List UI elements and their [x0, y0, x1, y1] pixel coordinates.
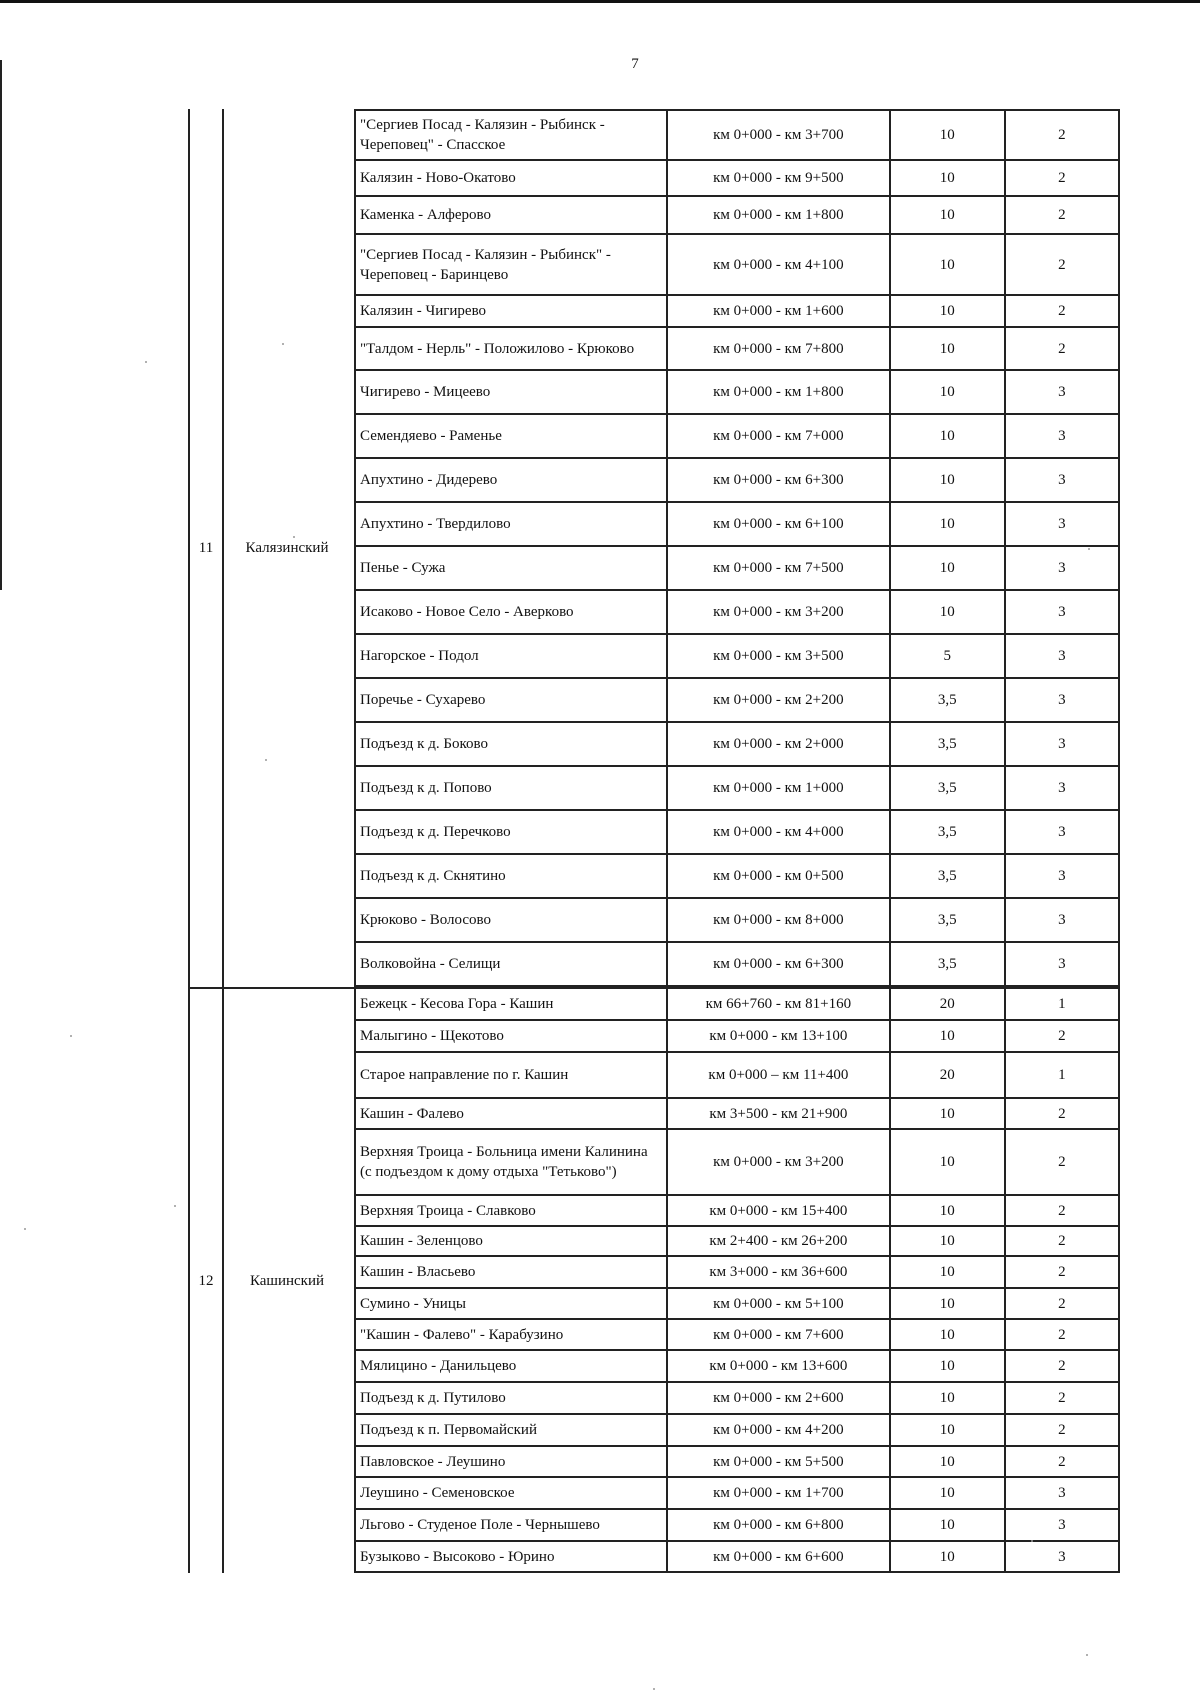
- table-row: [354, 1447, 1120, 1478]
- width-cell: 20: [889, 1053, 1004, 1097]
- roads-table: [188, 109, 1120, 1573]
- road-name-cell: Подъезд к д. Попово: [354, 767, 666, 809]
- category-cell: 3: [1004, 415, 1120, 457]
- district-name: Кашинский: [249, 1272, 325, 1289]
- width-cell: 10: [889, 197, 1004, 233]
- width-cell: 10: [889, 1447, 1004, 1476]
- km-range-cell: км 0+000 - км 1+800: [666, 197, 888, 233]
- category-cell: 2: [1004, 111, 1120, 159]
- table-row: [354, 1351, 1120, 1383]
- width-cell: 3,5: [889, 943, 1004, 985]
- table-row: [354, 503, 1120, 547]
- category-cell: 1: [1004, 989, 1120, 1019]
- category-cell: 3: [1004, 591, 1120, 633]
- table-row: [354, 989, 1120, 1021]
- km-range-cell: км 0+000 - км 7+800: [666, 328, 888, 369]
- road-name-cell: Кашин - Зеленцово: [354, 1227, 666, 1255]
- category-cell: 2: [1004, 1447, 1120, 1476]
- km-range-cell: км 0+000 - км 6+800: [666, 1510, 888, 1540]
- road-name-cell: Волковойна - Селищи: [354, 943, 666, 985]
- width-cell: 10: [889, 371, 1004, 413]
- width-cell: 10: [889, 1227, 1004, 1255]
- width-cell: 10: [889, 503, 1004, 545]
- width-cell: 3,5: [889, 811, 1004, 853]
- km-range-cell: км 0+000 - км 15+400: [666, 1196, 888, 1225]
- width-cell: 10: [889, 296, 1004, 326]
- road-name-cell: Бежецк - Кесова Гора - Кашин: [354, 989, 666, 1019]
- width-cell: 10: [889, 1510, 1004, 1540]
- road-name-cell: Подъезд к д. Перечково: [354, 811, 666, 853]
- km-range-cell: км 0+000 - км 1+700: [666, 1478, 888, 1508]
- table-row: [354, 811, 1120, 855]
- width-cell: 10: [889, 1257, 1004, 1287]
- table-row: [354, 415, 1120, 459]
- table-row: [354, 1510, 1120, 1542]
- km-range-cell: км 0+000 - км 8+000: [666, 899, 888, 941]
- km-range-cell: км 0+000 - км 7+000: [666, 415, 888, 457]
- table-row: [354, 943, 1120, 987]
- width-cell: 20: [889, 989, 1004, 1019]
- width-cell: 3,5: [889, 855, 1004, 897]
- table-row: [354, 111, 1120, 161]
- width-cell: 10: [889, 161, 1004, 195]
- km-range-cell: км 0+000 - км 4+200: [666, 1415, 888, 1445]
- category-cell: 3: [1004, 547, 1120, 589]
- category-cell: 2: [1004, 1415, 1120, 1445]
- road-name-cell: Леушино - Семеновское: [354, 1478, 666, 1508]
- table-row: [354, 296, 1120, 328]
- road-name-cell: Бузыково - Высоково - Юрино: [354, 1542, 666, 1571]
- category-cell: 3: [1004, 855, 1120, 897]
- table-row: [354, 1196, 1120, 1227]
- road-name-cell: Верхняя Троица - Больница имени Калинина (с подъездом к дому отдыха "Тетьково"): [354, 1130, 666, 1194]
- km-range-cell: км 0+000 - км 6+100: [666, 503, 888, 545]
- table-row: [354, 1320, 1120, 1351]
- category-cell: 2: [1004, 1351, 1120, 1381]
- category-cell: 2: [1004, 1130, 1120, 1194]
- width-cell: 10: [889, 1351, 1004, 1381]
- road-name-cell: Апухтино - Дидерево: [354, 459, 666, 501]
- road-name-cell: Чигирево - Мицеево: [354, 371, 666, 413]
- category-cell: 3: [1004, 899, 1120, 941]
- table-row: [354, 1383, 1120, 1415]
- km-range-cell: км 0+000 - км 5+500: [666, 1447, 888, 1476]
- km-range-cell: км 0+000 - км 1+800: [666, 371, 888, 413]
- category-cell: 3: [1004, 679, 1120, 721]
- road-name-cell: Подъезд к д. Боково: [354, 723, 666, 765]
- road-name-cell: "Сергиев Посад - Калязин - Рыбинск" - Череповец - Баринцево: [354, 235, 666, 294]
- km-range-cell: км 0+000 - км 4+000: [666, 811, 888, 853]
- category-cell: 2: [1004, 1227, 1120, 1255]
- table-row: [354, 235, 1120, 296]
- road-name-cell: Льгово - Студеное Поле - Чернышево: [354, 1510, 666, 1540]
- table-row: [354, 1415, 1120, 1447]
- category-cell: 3: [1004, 943, 1120, 985]
- road-name-cell: Калязин - Чигирево: [354, 296, 666, 326]
- km-range-cell: км 0+000 - км 6+600: [666, 1542, 888, 1571]
- width-cell: 10: [889, 1289, 1004, 1318]
- km-range-cell: км 0+000 - км 1+000: [666, 767, 888, 809]
- road-name-cell: "Сергиев Посад - Калязин - Рыбинск - Череповец" - Спасское: [354, 111, 666, 159]
- width-cell: 5: [889, 635, 1004, 677]
- km-range-cell: км 0+000 - км 4+100: [666, 235, 888, 294]
- category-cell: 2: [1004, 1257, 1120, 1287]
- km-range-cell: км 0+000 - км 3+200: [666, 591, 888, 633]
- width-cell: 3,5: [889, 767, 1004, 809]
- width-cell: 10: [889, 547, 1004, 589]
- km-range-cell: км 0+000 – км 11+400: [666, 1053, 888, 1097]
- table-row: [354, 547, 1120, 591]
- km-range-cell: км 3+500 - км 21+900: [666, 1099, 888, 1128]
- road-name-cell: Кашин - Власьево: [354, 1257, 666, 1287]
- width-cell: 3,5: [889, 679, 1004, 721]
- road-name-cell: Старое направление по г. Кашин: [354, 1053, 666, 1097]
- km-range-cell: км 0+000 - км 3+200: [666, 1130, 888, 1194]
- road-name-cell: Исаково - Новое Село - Аверково: [354, 591, 666, 633]
- road-name-cell: Подъезд к п. Первомайский: [354, 1415, 666, 1445]
- table-row: [354, 1053, 1120, 1099]
- category-cell: 2: [1004, 235, 1120, 294]
- road-name-cell: Малыгино - Щекотово: [354, 1021, 666, 1051]
- table-row: [354, 328, 1120, 371]
- category-cell: 3: [1004, 503, 1120, 545]
- km-range-cell: км 0+000 - км 7+500: [666, 547, 888, 589]
- category-cell: 3: [1004, 1542, 1120, 1571]
- table-row: [354, 1227, 1120, 1257]
- km-range-cell: км 0+000 - км 2+200: [666, 679, 888, 721]
- category-cell: 2: [1004, 1383, 1120, 1413]
- road-name-cell: Калязин - Ново-Окатово: [354, 161, 666, 195]
- category-cell: 2: [1004, 1099, 1120, 1128]
- width-cell: 10: [889, 235, 1004, 294]
- table-row: [354, 591, 1120, 635]
- width-cell: 10: [889, 111, 1004, 159]
- category-cell: 2: [1004, 197, 1120, 233]
- km-range-cell: км 0+000 - км 2+600: [666, 1383, 888, 1413]
- width-cell: 10: [889, 415, 1004, 457]
- category-cell: 2: [1004, 161, 1120, 195]
- table-row: [354, 1542, 1120, 1573]
- km-range-cell: км 0+000 - км 3+700: [666, 111, 888, 159]
- km-range-cell: км 0+000 - км 7+600: [666, 1320, 888, 1349]
- width-cell: 10: [889, 1320, 1004, 1349]
- km-range-cell: км 3+000 - км 36+600: [666, 1257, 888, 1287]
- width-cell: 3,5: [889, 899, 1004, 941]
- category-cell: 3: [1004, 635, 1120, 677]
- width-cell: 10: [889, 1415, 1004, 1445]
- road-name-cell: Поречье - Сухарево: [354, 679, 666, 721]
- table-row: [354, 1289, 1120, 1320]
- road-name-cell: Подъезд к д. Скнятино: [354, 855, 666, 897]
- road-name-cell: "Кашин - Фалево" - Карабузино: [354, 1320, 666, 1349]
- width-cell: 10: [889, 1021, 1004, 1051]
- km-range-cell: км 66+760 - км 81+160: [666, 989, 888, 1019]
- district-name: Калязинский: [245, 539, 329, 556]
- table-row: [354, 767, 1120, 811]
- width-cell: 10: [889, 1478, 1004, 1508]
- road-name-cell: Кашин - Фалево: [354, 1099, 666, 1128]
- road-name-cell: Сумино - Уницы: [354, 1289, 666, 1318]
- km-range-cell: км 0+000 - км 13+600: [666, 1351, 888, 1381]
- road-name-cell: Мялицино - Данильцево: [354, 1351, 666, 1381]
- table-row: [354, 1130, 1120, 1196]
- table-row: [354, 1099, 1120, 1130]
- km-range-cell: км 0+000 - км 6+300: [666, 459, 888, 501]
- category-cell: 2: [1004, 328, 1120, 369]
- top-rule: [0, 0, 1200, 3]
- width-cell: 10: [889, 1383, 1004, 1413]
- scan-edge-mark: [0, 60, 2, 590]
- km-range-cell: км 0+000 - км 0+500: [666, 855, 888, 897]
- width-cell: 10: [889, 459, 1004, 501]
- road-name-cell: Павловское - Леушино: [354, 1447, 666, 1476]
- table-row: [354, 635, 1120, 679]
- road-name-cell: Крюково - Волосово: [354, 899, 666, 941]
- table-row: [354, 161, 1120, 197]
- district-number: 12: [188, 989, 224, 1573]
- width-cell: 3,5: [889, 723, 1004, 765]
- road-name-cell: Нагорское - Подол: [354, 635, 666, 677]
- category-cell: 3: [1004, 1510, 1120, 1540]
- district-rows: [354, 109, 1120, 987]
- km-range-cell: км 0+000 - км 6+300: [666, 943, 888, 985]
- table-row: [354, 1021, 1120, 1053]
- km-range-cell: км 0+000 - км 1+600: [666, 296, 888, 326]
- road-name-cell: Пенье - Сужа: [354, 547, 666, 589]
- table-row: [354, 1257, 1120, 1289]
- category-cell: 2: [1004, 1320, 1120, 1349]
- table-row: [354, 371, 1120, 415]
- district-group-12: [188, 987, 1120, 1573]
- category-cell: 1: [1004, 1053, 1120, 1097]
- width-cell: 10: [889, 1542, 1004, 1571]
- category-cell: 3: [1004, 459, 1120, 501]
- category-cell: 3: [1004, 767, 1120, 809]
- category-cell: 3: [1004, 1478, 1120, 1508]
- km-range-cell: км 0+000 - км 3+500: [666, 635, 888, 677]
- category-cell: 3: [1004, 371, 1120, 413]
- km-range-cell: км 0+000 - км 13+100: [666, 1021, 888, 1051]
- table-row: [354, 459, 1120, 503]
- category-cell: 3: [1004, 723, 1120, 765]
- category-cell: 2: [1004, 296, 1120, 326]
- district-number: 11: [188, 109, 224, 987]
- category-cell: 2: [1004, 1021, 1120, 1051]
- road-name-cell: Апухтино - Твердилово: [354, 503, 666, 545]
- category-cell: 2: [1004, 1196, 1120, 1225]
- district-rows: [354, 989, 1120, 1573]
- page-number: 7: [631, 56, 639, 72]
- km-range-cell: км 0+000 - км 9+500: [666, 161, 888, 195]
- width-cell: 10: [889, 1196, 1004, 1225]
- road-name-cell: Верхняя Троица - Славково: [354, 1196, 666, 1225]
- km-range-cell: км 0+000 - км 5+100: [666, 1289, 888, 1318]
- district-group-11: [188, 109, 1120, 987]
- table-row: [354, 723, 1120, 767]
- table-row: [354, 1478, 1120, 1510]
- table-row: [354, 197, 1120, 235]
- road-name-cell: Каменка - Алферово: [354, 197, 666, 233]
- road-name-cell: Подъезд к д. Путилово: [354, 1383, 666, 1413]
- width-cell: 10: [889, 591, 1004, 633]
- table-row: [354, 899, 1120, 943]
- km-range-cell: км 0+000 - км 2+000: [666, 723, 888, 765]
- width-cell: 10: [889, 1130, 1004, 1194]
- table-row: [354, 855, 1120, 899]
- km-range-cell: км 2+400 - км 26+200: [666, 1227, 888, 1255]
- category-cell: 2: [1004, 1289, 1120, 1318]
- table-row: [354, 679, 1120, 723]
- category-cell: 3: [1004, 811, 1120, 853]
- road-name-cell: Семендяево - Раменье: [354, 415, 666, 457]
- road-name-cell: "Талдом - Нерль" - Положилово - Крюково: [354, 328, 666, 369]
- width-cell: 10: [889, 328, 1004, 369]
- width-cell: 10: [889, 1099, 1004, 1128]
